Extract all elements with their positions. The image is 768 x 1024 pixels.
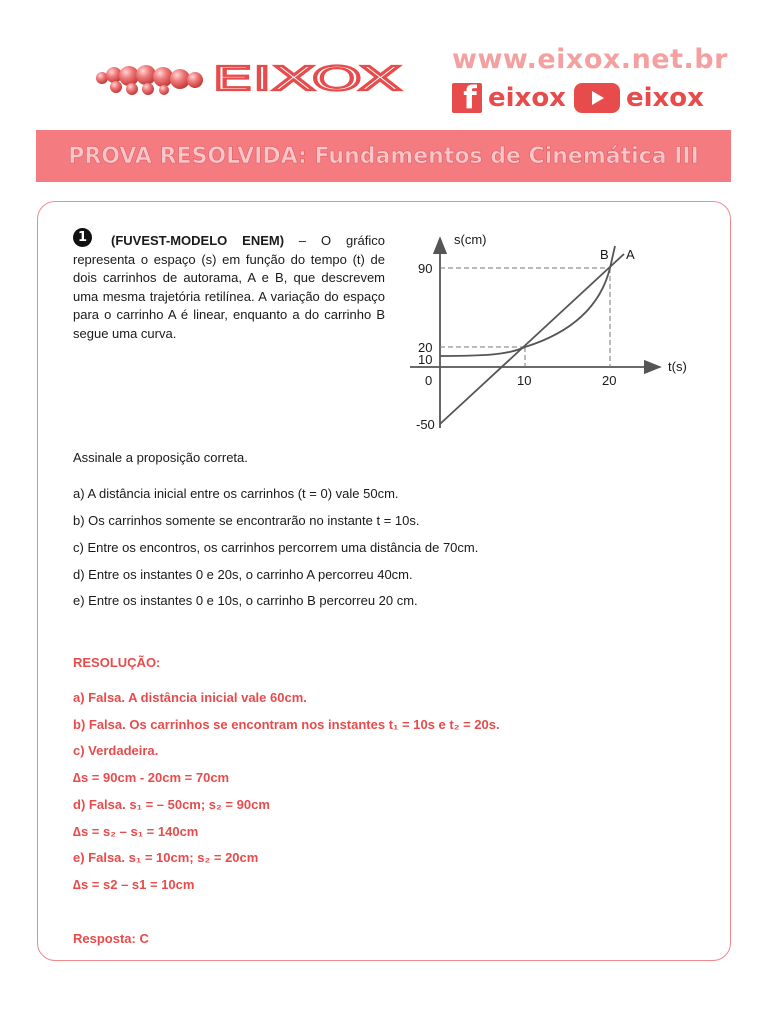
question-source: (FUVEST-MODELO ENEM) xyxy=(111,233,285,248)
resolution-line: ∆s = 90cm - 20cm = 70cm xyxy=(73,770,230,785)
label-A: A xyxy=(626,247,635,262)
answer: Resposta: C xyxy=(73,931,149,946)
option-e: e) Entre os instantes 0 e 10s, o carrinho B percorreu 20 cm. xyxy=(73,593,418,608)
resolution-line: e) Falsa. s₁ = 10cm; s₂ = 20cm xyxy=(73,850,259,865)
y-tick-0: 0 xyxy=(425,373,433,388)
resolution-line: b) Falsa. Os carrinhos se encontram nos instantes t₁ = 10s e t₂ = 20s. xyxy=(73,717,500,732)
x-axis-label: t(s) xyxy=(668,359,687,374)
curve-B xyxy=(440,246,615,356)
question-body: – O gráfico representa o espaço (s) em função do tempo (t) de dois carrinhos de autorama, A e B, que descrevem uma mesma trajetória retilínea. A variação do espaço para o carrinho A é linear, enquanto a do carrinho B segue uma curva. xyxy=(73,233,385,341)
logo-wordmark xyxy=(212,64,404,94)
logo-bubbles-icon xyxy=(94,62,206,96)
resolution-title: RESOLUÇÃO: xyxy=(73,655,161,670)
option-c: c) Entre os encontros, os carrinhos percorrem uma distância de 70cm. xyxy=(73,540,479,555)
resolution-line: ∆s = s2 – s1 = 10cm xyxy=(73,877,195,892)
option-d: d) Entre os instantes 0 e 20s, o carrinho A percorreu 40cm. xyxy=(73,567,413,582)
facebook-name[interactable]: eixox xyxy=(488,83,566,113)
position-time-graph xyxy=(410,228,700,438)
x-tick-20: 20 xyxy=(602,373,617,388)
svg-text:EIXOX: EIXOX xyxy=(212,64,402,94)
social-links xyxy=(452,82,704,114)
resolution-line: ∆s = s₂ – s₁ = 140cm xyxy=(73,824,199,839)
question-number-badge: 1 xyxy=(73,228,92,247)
x-tick-10: 10 xyxy=(517,373,532,388)
resolution-line: c) Verdadeira. xyxy=(73,743,159,758)
resolution-line: d) Falsa. s₁ = – 50cm; s₂ = 90cm xyxy=(73,797,270,812)
y-axis-label: s(cm) xyxy=(454,232,487,247)
y-tick-90: 90 xyxy=(418,261,433,276)
y-tick-10: 10 xyxy=(418,352,433,367)
youtube-name[interactable]: eixox xyxy=(625,83,704,113)
question-text xyxy=(73,232,385,344)
question-prompt: Assinale a proposição correta. xyxy=(73,450,248,465)
option-a: a) A distância inicial entre os carrinhos (t = 0) vale 50cm. xyxy=(73,486,399,501)
site-url[interactable]: www.eixox.net.br xyxy=(452,44,728,75)
page-title: PROVA RESOLVIDA: Fundamentos de Cinemática III xyxy=(68,143,699,169)
facebook-icon[interactable]: f xyxy=(452,83,482,113)
line-A xyxy=(440,254,624,424)
resolution-line: a) Falsa. A distância inicial vale 60cm. xyxy=(73,690,307,705)
y-tick-20: 20 xyxy=(418,340,433,355)
option-b: b) Os carrinhos somente se encontrarão no instante t = 10s. xyxy=(73,513,420,528)
youtube-icon[interactable] xyxy=(574,83,620,113)
label-B: B xyxy=(600,247,609,262)
y-tick-minus50: -50 xyxy=(416,417,435,432)
